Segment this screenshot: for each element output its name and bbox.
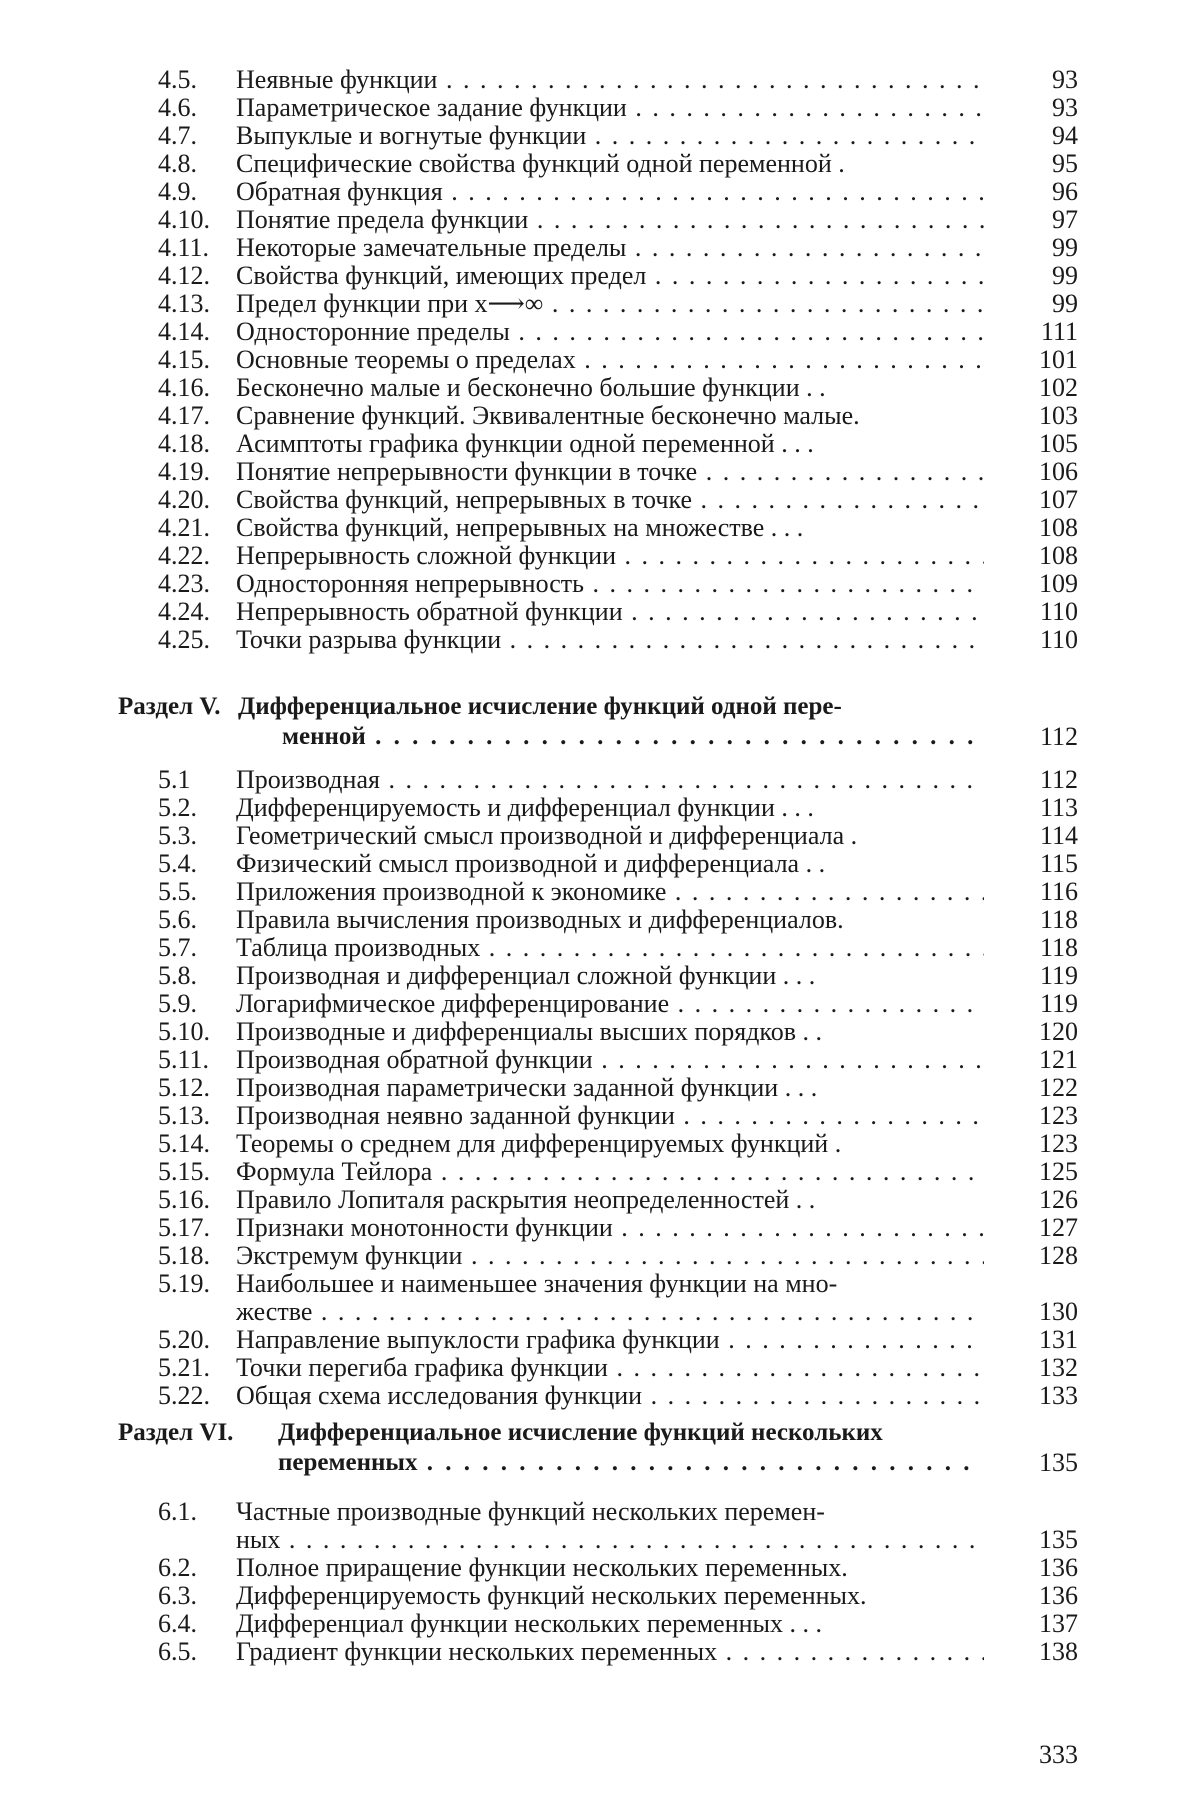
toc-entry [0,1074,1200,1102]
entry-number: 5.22. [158,1381,210,1410]
entry-title: Свойства функций, непрерывных на множестве . . . [236,514,804,542]
entry-number: 5.7. [158,933,197,962]
entry-title: Понятие предела функции . . . [236,206,984,234]
toc-entry [0,850,1200,878]
entry-page: 95 [1052,149,1078,178]
entry-title: Производная и дифференциал сложной функции . . . [236,962,816,990]
entry-page: 110 [1039,597,1078,626]
entry-page: 133 [1039,1381,1078,1410]
section-title-line2: переменных . . . [278,1448,978,1478]
entry-page: 121 [1039,1045,1078,1074]
entry-number: 4.21. [158,513,210,542]
toc-entry [0,1610,1200,1638]
entry-title: Производная параметрически заданной функции . . . [236,1074,818,1102]
entry-page: 122 [1039,1073,1078,1102]
entry-title: Сравнение функций. Эквивалентные бесконечно малые. [236,402,860,430]
toc-entry [0,1554,1200,1582]
entry-title: Выпуклые и вогнутые функции . . . [236,122,984,150]
entry-number: 5.5. [158,877,197,906]
entry-number: 5.8. [158,961,197,990]
entry-page: 127 [1039,1213,1078,1242]
toc-entry-two-line [0,1270,1200,1326]
entry-title: Непрерывность обратной функции . . . [236,598,984,626]
toc-entry [0,1582,1200,1610]
entry-page: 97 [1052,205,1078,234]
entry-page: 118 [1039,933,1078,962]
entry-title: Направление выпуклости графика функции . . . [236,1326,984,1354]
toc-entry [0,1242,1200,1270]
section-title-line2: менной . . . [282,722,982,752]
entry-title: Основные теоремы о пределах . . . [236,346,984,374]
entry-title: Непрерывность сложной функции . . . [236,542,984,570]
toc-entry [0,766,1200,794]
entry-number: 5.14. [158,1129,210,1158]
entry-title: Понятие непрерывности функции в точке . . . [236,458,984,486]
entry-title: Геометрический смысл производной и дифференциала . [236,822,858,850]
toc-entry [0,94,1200,122]
entry-number: 5.1 [158,765,191,794]
entry-number: 4.10. [158,205,210,234]
entry-number: 4.18. [158,429,210,458]
entry-page: 113 [1039,793,1078,822]
entry-page: 123 [1039,1101,1078,1130]
entry-number: 5.11. [158,1045,210,1074]
section-title-line1: Дифференциальное исчисление функций одной пере- [238,693,842,720]
entry-title: Специфические свойства функций одной переменной . [236,150,845,178]
entry-page: 107 [1039,485,1078,514]
entry-number: 5.9. [158,989,197,1018]
entry-title: Асимптоты графика функции одной переменной . . . [236,430,814,458]
entry-page: 131 [1039,1325,1078,1354]
entry-number: 4.14. [158,317,210,346]
toc-entry [0,1102,1200,1130]
entry-title: Производные и дифференциалы высших порядков . . [236,1018,823,1046]
toc-entry [0,934,1200,962]
entry-page: 99 [1052,233,1078,262]
toc-entry [0,402,1200,430]
entry-title: Некоторые замечательные пределы . . . [236,234,984,262]
toc-entry [0,122,1200,150]
entry-title: Свойства функций, имеющих предел . . . [236,262,984,290]
entry-number: 6.4. [158,1609,197,1638]
section-label: Раздел VI. [118,1419,234,1446]
entry-title: Параметрическое задание функции . . . [236,94,984,122]
entry-title: Производная неявно заданной функции . . . [236,1102,984,1130]
entry-number: 6.2. [158,1553,197,1582]
entry-page: 119 [1039,961,1078,990]
entry-page: 114 [1039,821,1078,850]
toc-entry [0,1638,1200,1666]
entry-title: Дифференциал функции нескольких переменных . . . [236,1610,823,1638]
entry-number: 4.13. [158,289,210,318]
entry-page: 109 [1039,569,1078,598]
section-heading-vi [0,1418,1200,1478]
entry-number: 4.25. [158,625,210,654]
entry-number: 4.20. [158,485,210,514]
entry-number: 5.16. [158,1185,210,1214]
toc-entry [0,318,1200,346]
entry-page: 96 [1052,177,1078,206]
entry-page: 136 [1039,1553,1078,1582]
entry-number: 4.8. [158,149,197,178]
entry-number: 4.22. [158,541,210,570]
entry-page: 99 [1052,261,1078,290]
entry-page: 101 [1039,345,1078,374]
entry-number: 6.1. [158,1497,197,1526]
entry-page: 128 [1039,1241,1078,1270]
toc-entry [0,1186,1200,1214]
toc-entry [0,430,1200,458]
toc-entry [0,234,1200,262]
entry-number: 4.15. [158,345,210,374]
entry-number: 5.20. [158,1325,210,1354]
entry-title: Признаки монотонности функции . . . [236,1214,984,1242]
toc-entry [0,1326,1200,1354]
toc-entry [0,1354,1200,1382]
page-number: 333 [1039,1740,1078,1769]
entry-page: 118 [1039,905,1078,934]
entry-title: Теоремы о среднем для дифференцируемых функций . [236,1130,842,1158]
entry-title: Правила вычисления производных и дифференциалов. [236,906,844,934]
toc-entry [0,206,1200,234]
entry-title: Точки разрыва функции . . . [236,626,984,654]
toc-entry [0,878,1200,906]
entry-number: 5.13. [158,1101,210,1130]
toc-entry [0,1046,1200,1074]
entry-number: 4.5. [158,65,197,94]
entry-page: 93 [1052,65,1078,94]
entry-title: Производная . . . [236,766,984,794]
toc-entry [0,374,1200,402]
toc-entry [0,458,1200,486]
toc-entry [0,598,1200,626]
entry-page: 93 [1052,93,1078,122]
entry-title: Формула Тейлора . . . [236,1158,984,1186]
toc-entry [0,150,1200,178]
entry-page: 108 [1039,541,1078,570]
entry-title: Правило Лопиталя раскрытия неопределенностей . . [236,1186,816,1214]
entry-title: Логарифмическое дифференцирование . . . [236,990,984,1018]
entry-number: 5.19. [158,1269,210,1298]
entry-page: 99 [1052,289,1078,318]
toc-entry [0,570,1200,598]
section-title-line1: Дифференциальное исчисление функций нескольких [278,1419,883,1446]
entry-number: 4.24. [158,597,210,626]
entry-page: 123 [1039,1129,1078,1158]
entry-title: Обратная функция . . . [236,178,984,206]
entry-title-line1: Наибольшее и наименьшее значения функции на мно- [236,1270,838,1298]
entry-number: 5.10. [158,1017,210,1046]
entry-page: 115 [1039,849,1078,878]
entry-number: 4.9. [158,177,197,206]
entry-title: Односторонние пределы . . . [236,318,984,346]
toc-entry [0,1158,1200,1186]
toc-entry [0,542,1200,570]
toc-entry [0,66,1200,94]
section-heading-v [0,692,1200,752]
entry-number: 5.3. [158,821,197,850]
entry-number: 4.7. [158,121,197,150]
entry-number: 6.3. [158,1581,197,1610]
entry-page: 119 [1039,989,1078,1018]
entry-number: 4.19. [158,457,210,486]
entry-page: 116 [1039,877,1078,906]
toc-entry [0,990,1200,1018]
entry-number: 5.6. [158,905,197,934]
entry-page: 108 [1039,513,1078,542]
entry-page: 102 [1039,373,1078,402]
toc-entry [0,1130,1200,1158]
entry-title-line2: жестве . . . [236,1298,984,1326]
entry-page: 120 [1039,1017,1078,1046]
entry-title: Бесконечно малые и бесконечно большие функции . . [236,374,826,402]
entry-number: 4.16. [158,373,210,402]
entry-title: Физический смысл производной и дифференциала . . [236,850,826,878]
entry-page: 138 [1039,1637,1078,1666]
entry-title: Приложения производной к экономике . . . [236,878,984,906]
entry-title: Точки перегиба графика функции . . . [236,1354,984,1382]
entry-number: 4.23. [158,569,210,598]
entry-number: 5.12. [158,1073,210,1102]
entry-number: 5.17. [158,1213,210,1242]
toc-entry [0,906,1200,934]
section-page: 135 [1039,1448,1078,1477]
toc-entry [0,178,1200,206]
entry-title: Односторонняя непрерывность . . . [236,570,984,598]
entry-page: 94 [1052,121,1078,150]
entry-number: 4.17. [158,401,210,430]
entry-title: Таблица производных . . . [236,934,984,962]
entry-number: 5.18. [158,1241,210,1270]
entry-title: Экстремум функции . . . [236,1242,984,1270]
entry-title: Дифференцируемость функций нескольких переменных. [236,1582,867,1610]
entry-title: Общая схема исследования функции . . . [236,1382,984,1410]
entry-page: 135 [1039,1525,1078,1554]
entry-number: 5.2. [158,793,197,822]
section-label: Раздел V. [118,693,221,720]
entry-page: 130 [1039,1297,1078,1326]
entry-number: 4.11. [158,233,210,262]
toc-entry [0,262,1200,290]
entry-title: Предел функции при x⟶∞ . . . [236,290,984,318]
entry-title: Дифференцируемость и дифференциал функции . . . [236,794,814,822]
entry-title-line2: ных . . . [236,1526,984,1554]
entry-page: 110 [1039,625,1078,654]
entry-number: 6.5. [158,1637,197,1666]
entry-title: Градиент функции нескольких переменных . . . [236,1638,984,1666]
entry-page: 126 [1039,1185,1078,1214]
entry-page: 136 [1039,1581,1078,1610]
entry-title: Полное приращение функции нескольких переменных. [236,1554,848,1582]
toc-entry-two-line [0,1498,1200,1554]
entry-title: Неявные функции . . . [236,66,984,94]
toc-entry [0,346,1200,374]
toc-entry [0,1214,1200,1242]
entry-number: 5.15. [158,1157,210,1186]
entry-page: 103 [1039,401,1078,430]
entry-page: 132 [1039,1353,1078,1382]
entry-page: 105 [1039,429,1078,458]
toc-entry [0,822,1200,850]
entry-page: 137 [1039,1609,1078,1638]
section-page: 112 [1039,722,1078,751]
entry-number: 4.12. [158,261,210,290]
toc-entry [0,1018,1200,1046]
entry-page: 111 [1040,317,1078,346]
toc-entry [0,626,1200,654]
entry-number: 5.4. [158,849,197,878]
toc-entry [0,486,1200,514]
entry-title-line1: Частные производные функций нескольких перемен- [236,1498,825,1526]
entry-number: 4.6. [158,93,197,122]
entry-number: 5.21. [158,1353,210,1382]
toc-entry [0,794,1200,822]
toc-entry [0,290,1200,318]
entry-title: Свойства функций, непрерывных в точке . . . [236,486,984,514]
toc-entry [0,1382,1200,1410]
toc-entry [0,962,1200,990]
entry-page: 112 [1039,765,1078,794]
entry-page: 106 [1039,457,1078,486]
entry-page: 125 [1039,1157,1078,1186]
toc-entry [0,514,1200,542]
entry-title: Производная обратной функции . . . [236,1046,984,1074]
